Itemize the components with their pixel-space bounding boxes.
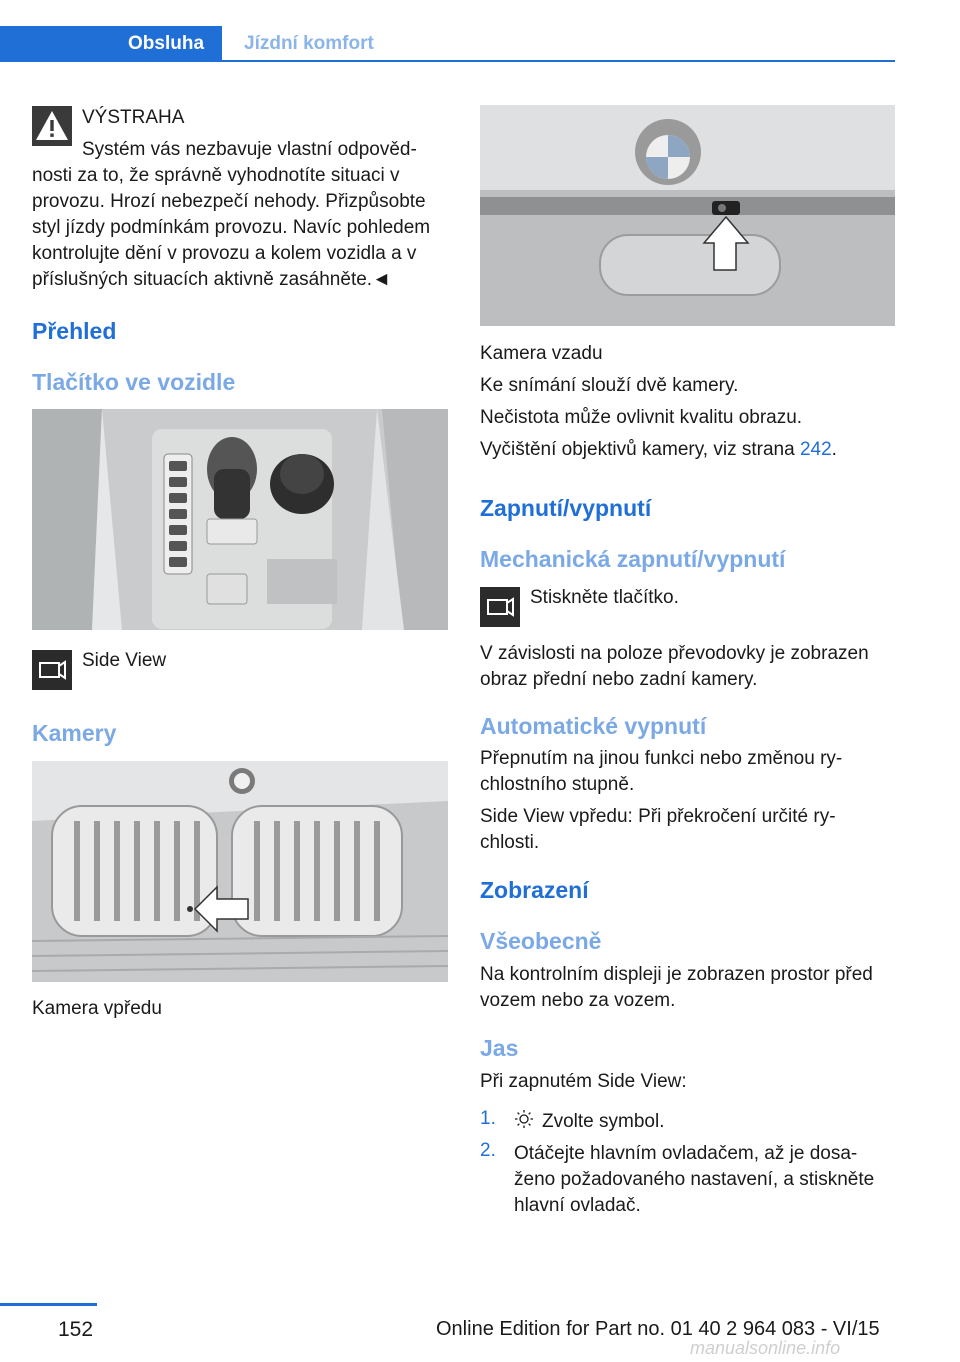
step-1-text: Zvolte symbol. bbox=[542, 1111, 665, 1132]
page-number: 152 bbox=[58, 1318, 94, 1341]
tab-obsluha[interactable]: Obsluha bbox=[0, 26, 222, 61]
step-2-line-3: hlavní ovladač. bbox=[514, 1195, 641, 1216]
warning-line-1: Systém vás nezbavuje vlastní odpověd‐ bbox=[82, 139, 417, 160]
press-button-text: Stiskněte tlačítko. bbox=[530, 587, 679, 608]
tab-jizdni-komfort[interactable]: Jízdní komfort bbox=[244, 33, 374, 54]
heading-zobrazeni: Zobrazení bbox=[480, 877, 589, 903]
jas-intro: Při zapnutém Side View: bbox=[480, 1071, 687, 1092]
caption-rear-camera: Kamera vzadu bbox=[480, 343, 603, 364]
step-2-number: 2. bbox=[480, 1140, 496, 1161]
general-line-1: Na kontrolním displeji je zobrazen prostor před bbox=[480, 964, 873, 985]
edition-text: Online Edition for Part no. 01 40 2 964 083 - VI/15 bbox=[436, 1318, 880, 1340]
camera-button-icon bbox=[480, 587, 520, 627]
gear-para-line-1: V závislosti na poloze převodovky je zobrazen bbox=[480, 643, 869, 664]
step-1-number: 1. bbox=[480, 1108, 496, 1129]
para-dirt: Nečistota může ovlivnit kvalitu obrazu. bbox=[480, 407, 803, 428]
rear-camera-photo bbox=[480, 105, 895, 326]
heading-tlacitko: Tlačítko ve vozidle bbox=[32, 369, 236, 395]
warning-line-2: nosti za to, že správně vyhodnotíte situaci v bbox=[32, 165, 400, 186]
side-view-label: Side View bbox=[82, 650, 167, 671]
footer-divider bbox=[0, 1303, 97, 1306]
warning-line-4: styl jízdy podmínkám provozu. Navíc pohledem bbox=[32, 217, 431, 238]
auto-line-2: chlostního stupně. bbox=[480, 774, 635, 795]
heading-prehled: Přehled bbox=[32, 318, 117, 344]
auto-line-3: Side View vpředu: Při překročení určité ry‐ bbox=[480, 806, 836, 827]
side-view-camera-icon bbox=[32, 650, 72, 690]
heading-automaticke: Automatické vypnutí bbox=[480, 713, 707, 739]
para-cleaning-text: Vyčištění objektivů kamery, viz strana bbox=[480, 439, 800, 460]
heading-vseobecne: Všeobecně bbox=[480, 928, 602, 954]
front-camera-photo bbox=[32, 761, 448, 982]
page-link-242[interactable]: 242 bbox=[799, 439, 832, 460]
para-cleaning bbox=[480, 436, 837, 463]
step-2-line-1: Otáčejte hlavním ovladačem, až je dosa‐ bbox=[514, 1143, 858, 1164]
heading-jas: Jas bbox=[480, 1035, 519, 1061]
header-divider bbox=[0, 60, 895, 62]
auto-line-1: Přepnutím na jinou funkci nebo změnou ry‐ bbox=[480, 748, 843, 769]
watermark-text: manualsonline.info bbox=[690, 1338, 841, 1358]
gear-para-line-2: obraz přední nebo zadní kamery. bbox=[480, 669, 758, 690]
warning-line-5: kontrolujte dění v provozu a kolem vozidla a v bbox=[32, 243, 417, 264]
brightness-icon bbox=[514, 1109, 534, 1129]
page-header bbox=[0, 0, 960, 64]
general-line-2: vozem nebo za vozem. bbox=[480, 990, 676, 1011]
step-2-line-2: ženo požadovaného nastavení, a stiskněte bbox=[514, 1169, 875, 1190]
warning-title: VÝSTRAHA bbox=[82, 107, 185, 128]
heading-zapnuti: Zapnutí/vypnutí bbox=[480, 495, 652, 521]
console-photo bbox=[32, 409, 448, 630]
auto-line-4: chlosti. bbox=[480, 832, 540, 853]
heading-mechanicka: Mechanická zapnutí/vypnutí bbox=[480, 546, 786, 572]
para-cleaning-period: . bbox=[831, 439, 837, 460]
caption-front-camera: Kamera vpředu bbox=[32, 998, 162, 1019]
warning-line-3: provozu. Hrozí nebezpečí nehody. Přizpůsobte bbox=[32, 191, 426, 212]
heading-kamery: Kamery bbox=[32, 720, 117, 746]
para-two-cameras: Ke snímání slouží dvě kamery. bbox=[480, 375, 739, 396]
warning-icon bbox=[32, 106, 72, 146]
warning-line-6: příslušných situacích aktivně zasáhněte.◄ bbox=[32, 269, 391, 290]
